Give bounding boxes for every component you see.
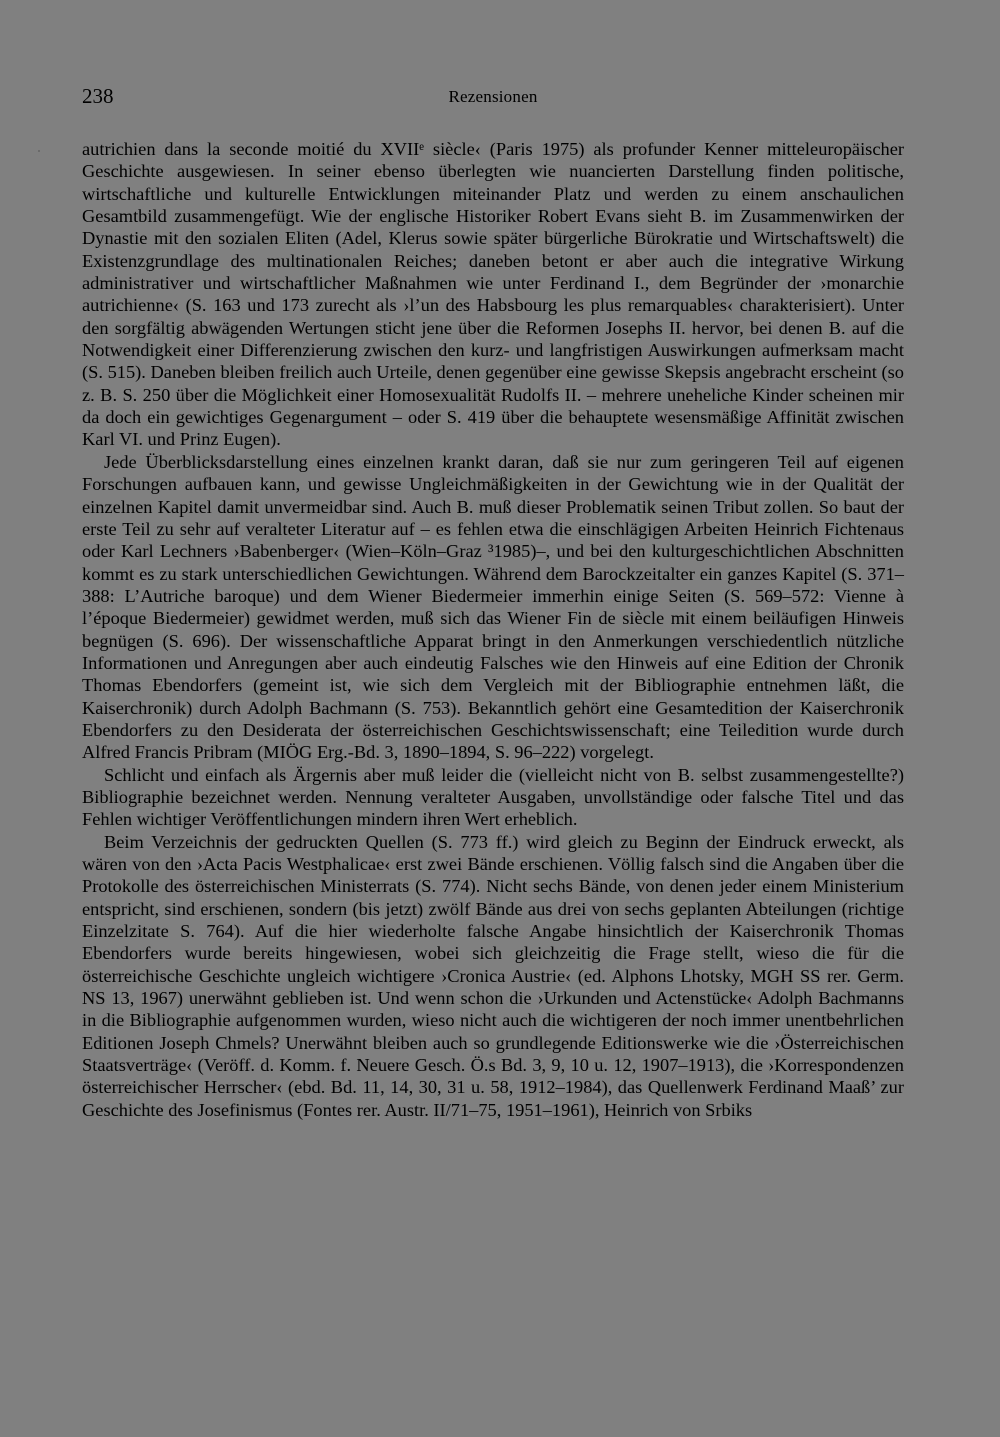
document-page [82,84,904,1424]
review-body [82,138,904,1121]
paragraph-printed-sources: Beim Verzeichnis der gedruckten Quellen (S. 773 ff.) wird gleich zu Beginn der Eindruck erweckt, als wären von den ›Acta Pacis Westphalicae‹ erst zwei Bände erschienen. Völlig falsch sind die Angaben über die Protokolle des österreichischen Ministerrats (S. 774). Nicht sechs Bände, von denen jeder einem Ministerium entspricht, sind erschienen, sondern (bis jetzt) zwölf Bände aus drei von sechs geplanten Abteilungen (richtige Einzelzitate S. 764). Auf die hier wiederholte falsche Angabe hinsichtlich der Kaiserchronik Thomas Ebendorfers wurde bereits hingewiesen, wobei sich gleichzeitig die Frage stellt, wieso die für die österreichische Geschichte ungleich wichtigere ›Cronica Austrie‹ (ed. Alphons Lhotsky, MGH SS rer. Germ. NS 13, 1967) unerwähnt geblieben ist. Und wenn schon die ›Urkunden und Actenstücke‹ Adolph Bachmanns in die Bibliographie aufgenommen wurden, wieso nicht auch die wichtigeren der noch immer unentbehrlichen Editionen Joseph Chmels? Unerwähnt bleiben auch so grundlegende Editionswerke wie die ›Österreichischen Staatsverträge‹ (Veröff. d. Komm. f. Neuere Gesch. Ö.s Bd. 3, 9, 10 u. 12, 1907–1913), die ›Korrespondenzen österreichischer Herrscher‹ (ebd. Bd. 11, 14, 30, 31 u. 58, 1912–1984), das Quellenwerk Ferdinand Maaß’ zur Geschichte des Josefinismus (Fontes rer. Austr. II/71–75, 1951–1961), Heinrich von Srbiks [82,831,904,1120]
page-number: 238 [82,84,114,108]
running-head [82,84,904,114]
paragraph-continuation: autrichien dans la seconde moitié du XVIIᵉ siècle‹ (Paris 1975) als profunder Kenner mitteleuropäischer Geschichte ausgewiesen. In seiner ebenso überlegten wie nuancierten Darstellung finden politische, wirtschaftliche und kulturelle Entwicklungen miteinander Platz und werden zu einem anschaulichen Gesamtbild zusammengefügt. Wie der englische Historiker Robert Evans sieht B. im Zusammenwirken der Dynastie mit den sozialen Eliten (Adel, Klerus sowie später bürgerliche Bürokratie und Wirtschaftswelt) die Existenzgrundlage des multinationalen Reiches; daneben betont er aber auch die integrative Wirkung administrativer und wirtschaftlicher Maßnahmen wie unter Ferdinand I., dem Begründer der ›monarchie autrichienne‹ (S. 163 und 173 zurecht als ›l’un des Habsbourg les plus remarquables‹ charakterisiert). Unter den sorgfältig abwägenden Wertungen sticht jene über die Reformen Josephs II. hervor, bei denen B. auf die Notwendigkeit einer Differenzierung zwischen den kurz- und langfristigen Auswirkungen aufmerksam macht (S. 515). Daneben bleiben freilich auch Urteile, denen gegenüber eine gewisse Skepsis angebracht erscheint (so z. B. S. 250 über die Möglichkeit einer Homosexualität Rudolfs II. – mehrere uneheliche Kinder scheinen mir da doch ein gewichtiges Gegenargument – oder S. 419 über die behauptete wesensmäßige Affinität zwischen Karl VI. und Prinz Eugen). [82,139,904,450]
paragraph-overview-critique: Jede Überblicksdarstellung eines einzelnen krankt daran, daß sie nur zum geringeren Teil auf eigenen Forschungen aufbauen kann, und gewisse Ungleichmäßigkeiten in der Gewichtung wie in der Qualität der einzelnen Kapitel damit unvermeidbar sind. Auch B. muß dieser Problematik seinen Tribut zollen. So baut der erste Teil zu sehr auf veralteter Literatur auf – es fehlen etwa die einschlägigen Arbeiten Heinrich Fichtenaus oder Karl Lechners ›Babenberger‹ (Wien–Köln–Graz ³1985)–, und bei den kulturgeschichtlichen Abschnitten kommt es zu stark unterschiedlichen Gewichtungen. Während dem Barockzeitalter ein ganzes Kapitel (S. 371–388: L’Autriche baroque) und dem Wiener Biedermeier immerhin einige Seiten (S. 569–572: Vienne à l’époque Biedermeier) gewidmet werden, muß sich das Wiener Fin de siècle mit einem beiläufigen Hinweis begnügen (S. 696). Der wissenschaftliche Apparat bringt in den Anmerkungen verschiedentlich nützliche Informationen und Anregungen aber auch eindeutig Falsches wie den Hinweis auf eine Edition der Chronik Thomas Ebendorfers (gemeint ist, wie sich dem Vergleich mit der Bibliographie entnehmen läßt, die Kaiserchronik) durch Adolph Bachmann (S. 753). Bekanntlich gehört eine Gesamtedition der Kaiserchronik Ebendorfers zu den Desiderata der österreichischen Geschichtswissenschaft; eine Teiledition wurde durch Alfred Francis Pribram (MIÖG Erg.-Bd. 3, 1890–1894, S. 96–222) vorgelegt. [82,451,904,763]
running-head-title: Rezensionen [448,87,538,106]
paragraph-bibliography: Schlicht und einfach als Ärgernis aber muß leider die (vielleicht nicht von B. selbst zusammengestellte?) Bibliographie bezeichnet werden. Nennung veralteter Ausgaben, unvollständige oder falsche Titel und das Fehlen wichtiger Veröffentlichungen mindern ihren Wert erheblich. [82,764,904,830]
margin-speck [38,150,40,152]
